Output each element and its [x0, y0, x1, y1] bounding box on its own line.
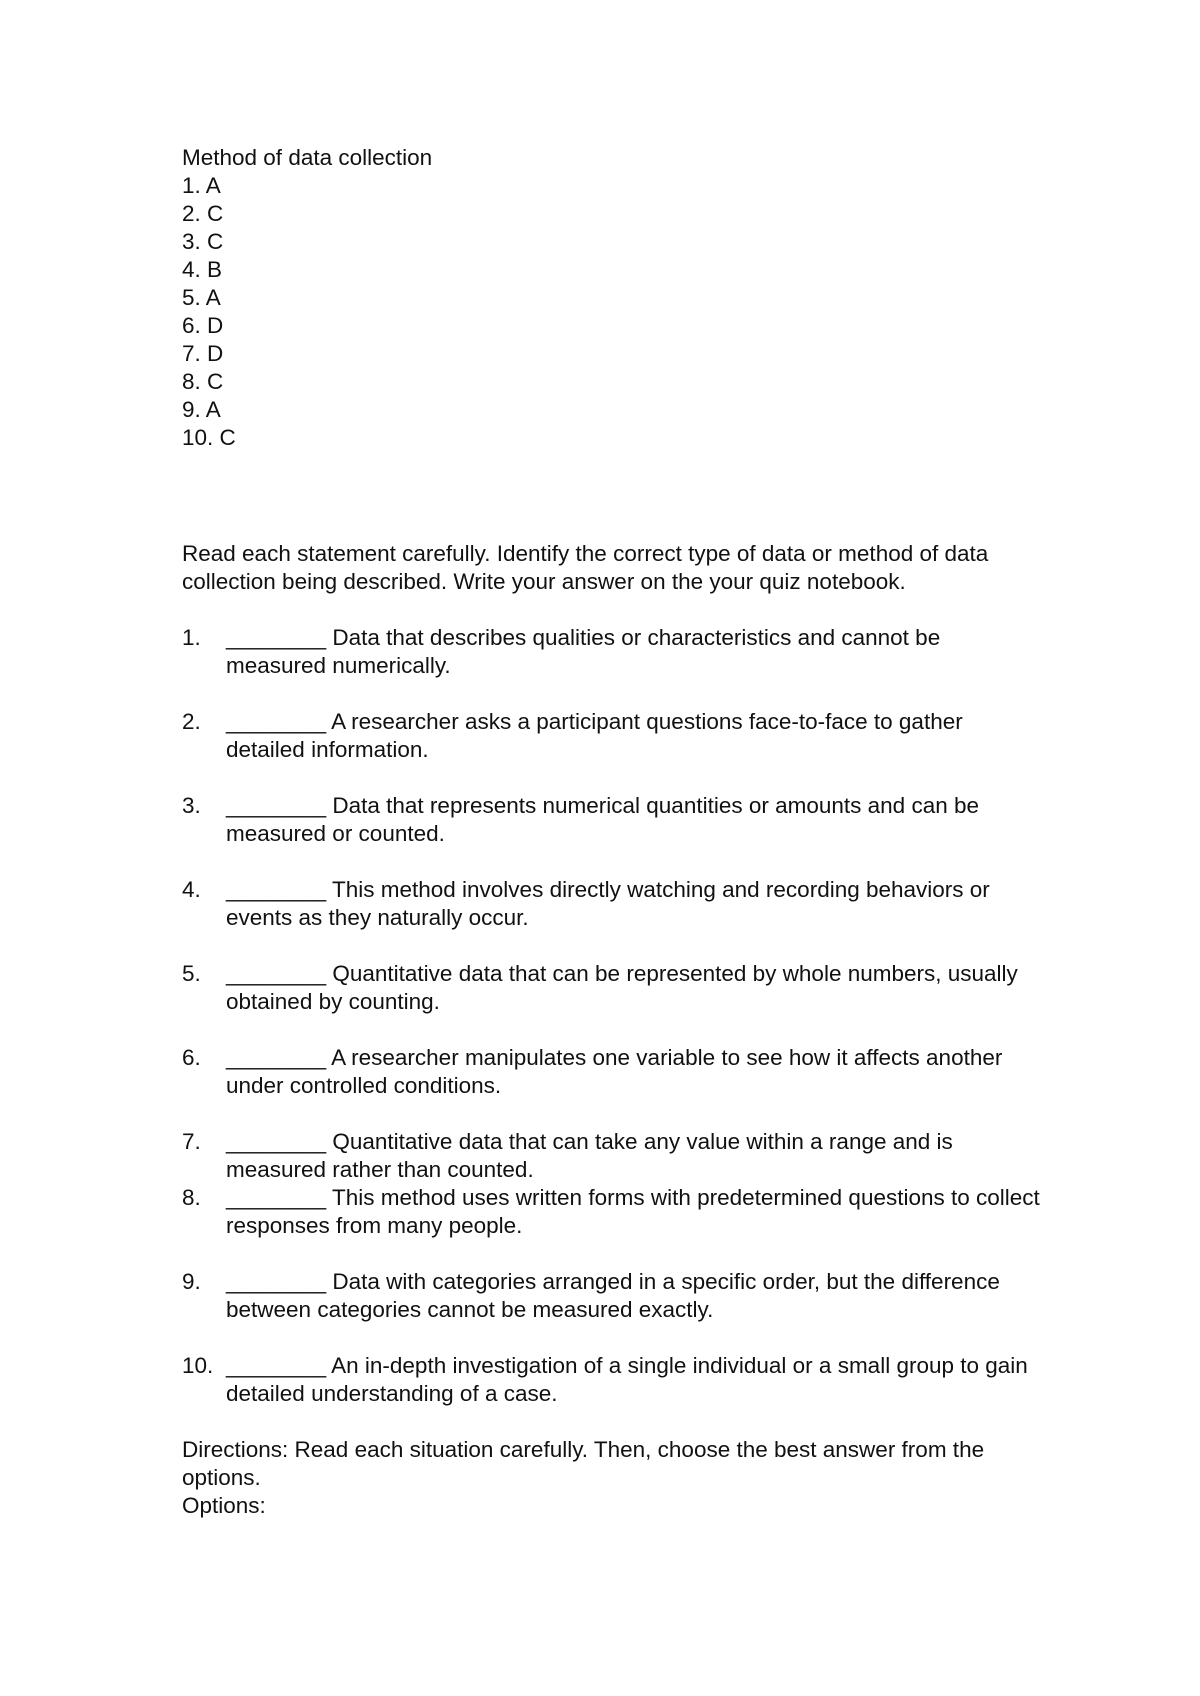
question-number: 9. [182, 1269, 201, 1294]
question-text: This method involves directly watching and recording behaviors or events as they naturally occur. [226, 877, 990, 930]
answer-blank: ________ [226, 625, 327, 650]
answer-blank: ________ [226, 1129, 327, 1154]
question-number: 7. [182, 1129, 201, 1154]
question-body [226, 792, 1042, 848]
answer-key-item: 6. D [182, 313, 224, 338]
question-number: 10. [182, 1353, 214, 1378]
question-number: 1. [182, 625, 201, 650]
question-body [226, 1184, 1042, 1240]
question-text: An in-depth investigation of a single individual or a small group to gain detailed understanding of a case. [226, 1353, 1028, 1406]
question-body [226, 1268, 1042, 1324]
question-number: 8. [182, 1185, 201, 1210]
question-body [226, 1044, 1042, 1100]
answer-key-item: 3. C [182, 229, 224, 254]
question-text: Data that represents numerical quantities or amounts and can be measured or counted. [226, 793, 979, 846]
question-number: 6. [182, 1045, 201, 1070]
answer-key-item: 10. C [182, 425, 236, 450]
question-number: 4. [182, 877, 201, 902]
question-item [182, 1128, 1042, 1184]
question-body [226, 876, 1042, 932]
question-text: Data with categories arranged in a specific order, but the difference between categories cannot be measured exactly. [226, 1269, 1000, 1322]
question-body [226, 1352, 1042, 1408]
answer-blank: ________ [226, 877, 327, 902]
question-body [226, 1128, 1042, 1184]
answer-blank: ________ [226, 1185, 327, 1210]
question-text: Data that describes qualities or characteristics and cannot be measured numerically. [226, 625, 941, 678]
answer-blank: ________ [226, 793, 327, 818]
answer-blank: ________ [226, 709, 327, 734]
instructions-paragraph: Read each statement carefully. Identify the correct type of data or method of data collection being described. Write your answer on the your quiz notebook. [182, 541, 989, 594]
question-text: A researcher manipulates one variable to see how it affects another under controlled conditions. [226, 1045, 1003, 1098]
answer-blank: ________ [226, 1353, 327, 1378]
answer-blank: ________ [226, 1269, 327, 1294]
question-body [226, 960, 1042, 1016]
question-item [182, 1352, 1042, 1408]
answer-blank: ________ [226, 961, 327, 986]
question-list [182, 624, 1042, 1408]
document-page [182, 144, 1042, 1520]
question-body [226, 624, 1042, 680]
answer-key-item: 5. A [182, 285, 221, 310]
question-item [182, 792, 1042, 848]
answer-key-item: 4. B [182, 257, 223, 282]
answer-blank: ________ [226, 1045, 327, 1070]
question-text: A researcher asks a participant questions face-to-face to gather detailed information. [226, 709, 963, 762]
question-text: This method uses written forms with predetermined questions to collect responses from many people. [226, 1185, 1040, 1238]
directions-paragraph: Directions: Read each situation carefully. Then, choose the best answer from the options. [182, 1437, 985, 1490]
answer-key-item: 8. C [182, 369, 224, 394]
question-item [182, 876, 1042, 932]
answer-key-title: Method of data collection [182, 145, 433, 170]
question-number: 3. [182, 793, 201, 818]
question-item [182, 708, 1042, 764]
question-body [226, 708, 1042, 764]
question-item [182, 1184, 1042, 1240]
question-item [182, 960, 1042, 1016]
answer-key-item: 9. A [182, 397, 221, 422]
answer-key-list [182, 172, 1042, 452]
options-label: Options: [182, 1493, 266, 1518]
question-number: 5. [182, 961, 201, 986]
question-item [182, 1268, 1042, 1324]
question-number: 2. [182, 709, 201, 734]
answer-key-item: 1. A [182, 173, 221, 198]
question-item [182, 624, 1042, 680]
question-text: Quantitative data that can take any value within a range and is measured rather than counted. [226, 1129, 953, 1182]
answer-key-item: 7. D [182, 341, 224, 366]
answer-key-item: 2. C [182, 201, 224, 226]
question-text: Quantitative data that can be represented by whole numbers, usually obtained by counting. [226, 961, 1018, 1014]
question-item [182, 1044, 1042, 1100]
